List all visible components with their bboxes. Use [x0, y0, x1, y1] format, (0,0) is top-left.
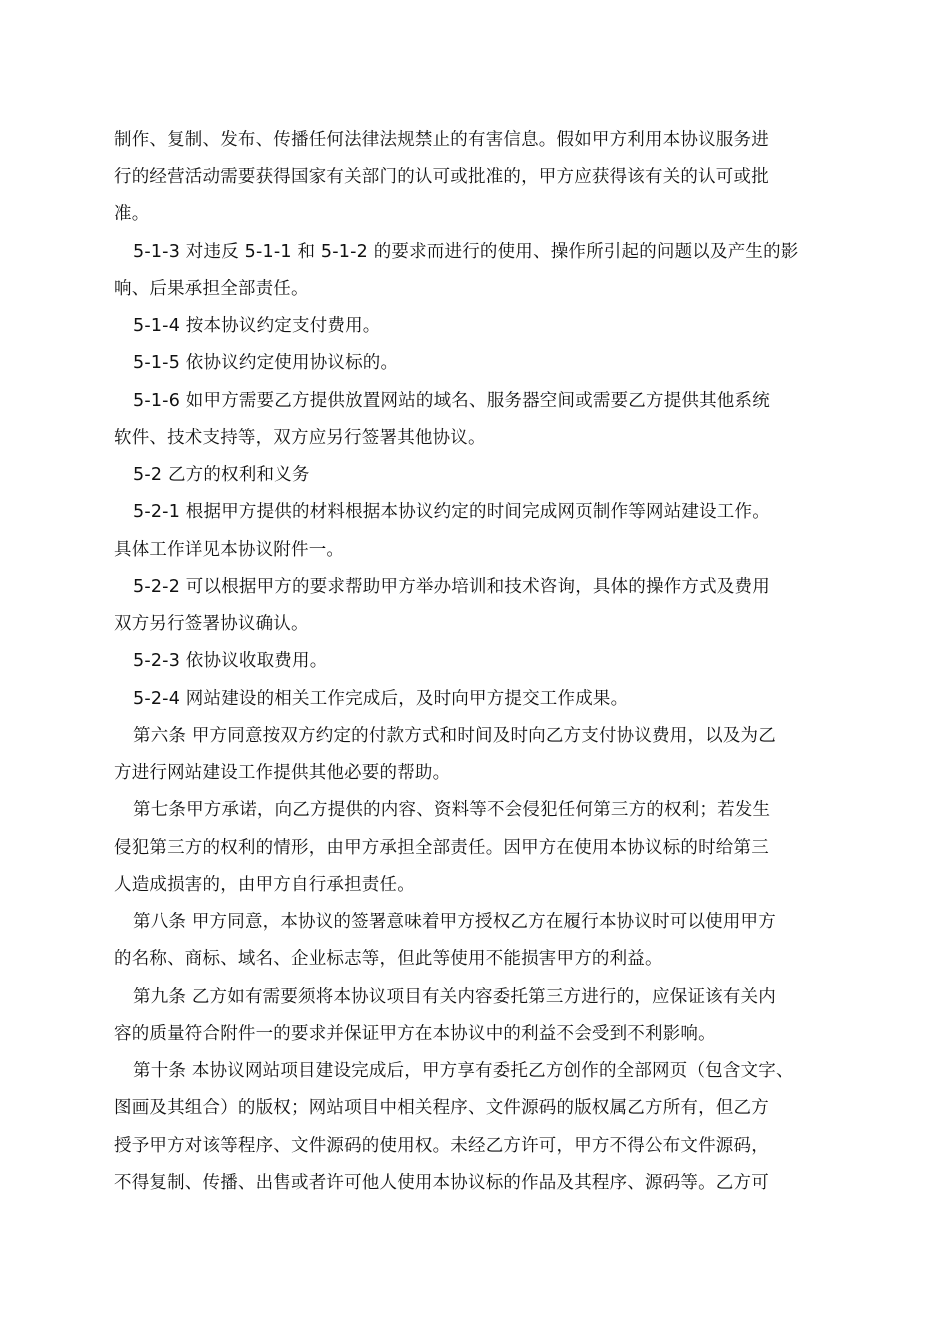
text-line: 5-1-4 按本协议约定支付费用。: [133, 316, 381, 336]
text-line: 5-1-6 如甲方需要乙方提供放置网站的域名、服务器空间或需要乙方提供其他系统: [133, 391, 770, 411]
text-line: 软件、技术支持等，双方应另行签署其他协议。: [114, 428, 486, 448]
text-line: 容的质量符合附件一的要求并保证甲方在本协议中的利益不会受到不利影响。: [114, 1024, 716, 1044]
text-line: 侵犯第三方的权利的情形，由甲方承担全部责任。因甲方在使用本协议标的时给第三: [114, 838, 769, 858]
text-line: 第六条 甲方同意按双方约定的付款方式和时间及时向乙方支付协议费用，以及为乙: [133, 726, 776, 746]
text-line: 5-1-5 依协议约定使用协议标的。: [133, 353, 399, 373]
text-line: 响、后果承担全部责任。: [114, 279, 309, 299]
text-line: 具体工作详见本协议附件一。: [114, 540, 345, 560]
text-line: 5-2-4 网站建设的相关工作完成后，及时向甲方提交工作成果。: [133, 689, 629, 709]
text-line: 5-2-2 可以根据甲方的要求帮助甲方举办培训和技术咨询，具体的操作方式及费用: [133, 577, 770, 597]
text-line: 的名称、商标、域名、企业标志等，但此等使用不能损害甲方的利益。: [114, 949, 663, 969]
text-line: 准。: [114, 204, 150, 224]
text-line: 人造成损害的，由甲方自行承担责任。: [114, 875, 415, 895]
text-line: 5-2-3 依协议收取费用。: [133, 651, 328, 671]
text-line: 不得复制、传播、出售或者许可他人使用本协议标的作品及其程序、源码等。乙方可: [114, 1173, 769, 1193]
text-line: 图画及其组合）的版权；网站项目中相关程序、文件源码的版权属乙方所有，但乙方: [114, 1098, 769, 1118]
text-line: 制作、复制、发布、传播任何法律法规禁止的有害信息。假如甲方利用本协议服务进: [114, 130, 769, 150]
text-line: 第十条 本协议网站项目建设完成后，甲方享有委托乙方创作的全部网页（包含文字、: [133, 1061, 794, 1081]
text-line: 方进行网站建设工作提供其他必要的帮助。: [114, 763, 451, 783]
text-line: 5-2-1 根据甲方提供的材料根据本协议约定的时间完成网页制作等网站建设工作。: [133, 502, 770, 522]
text-line: 第七条甲方承诺，向乙方提供的内容、资料等不会侵犯任何第三方的权利；若发生: [133, 800, 771, 820]
text-line: 行的经营活动需要获得国家有关部门的认可或批准的，甲方应获得该有关的认可或批: [114, 167, 769, 187]
text-line: 双方另行签署协议确认。: [114, 614, 309, 634]
text-line: 第九条 乙方如有需要须将本协议项目有关内容委托第三方进行的，应保证该有关内: [133, 987, 776, 1007]
text-line: 5-1-3 对违反 5-1-1 和 5-1-2 的要求而进行的使用、操作所引起的问题以及产生的影: [133, 242, 799, 262]
text-line: 5-2 乙方的权利和义务: [133, 465, 310, 485]
text-line: 授予甲方对该等程序、文件源码的使用权。未经乙方许可，甲方不得公布文件源码，: [114, 1136, 769, 1156]
text-line: 第八条 甲方同意，本协议的签署意味着甲方授权乙方在履行本协议时可以使用甲方: [133, 912, 776, 932]
